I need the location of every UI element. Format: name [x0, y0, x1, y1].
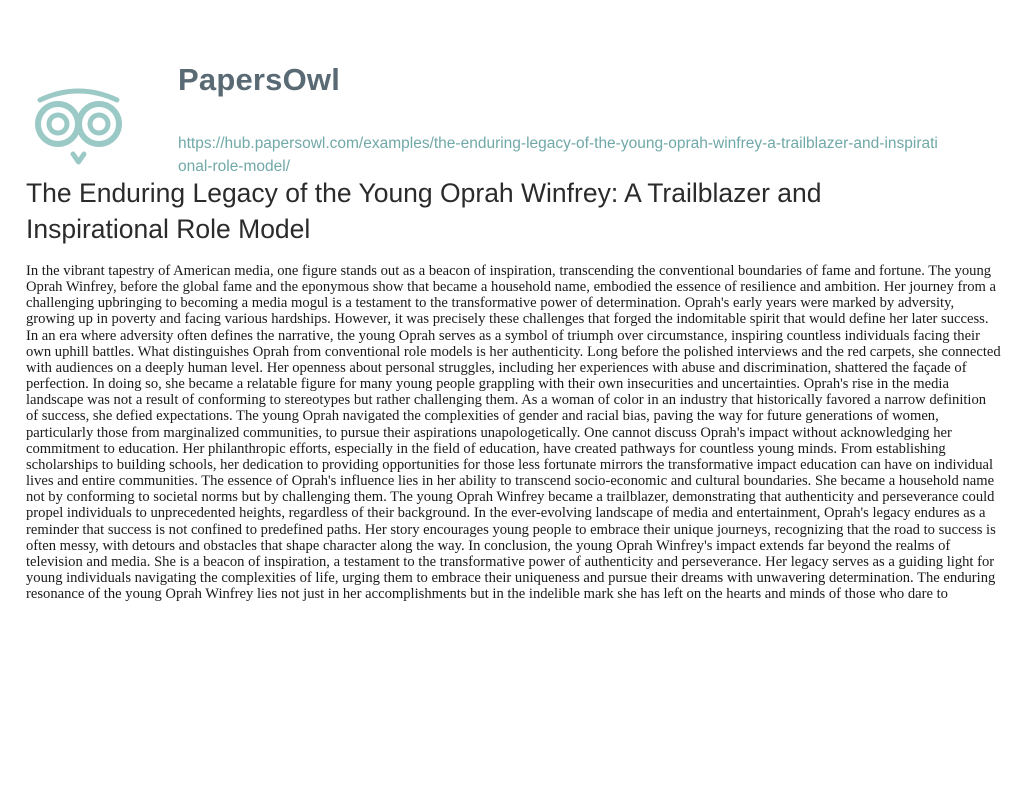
site-header	[26, 28, 1006, 175]
brand-name: PapersOwl	[178, 62, 341, 97]
article-body: In the vibrant tapestry of American media, one figure stands out as a beacon of inspiration, transcending the conventional boundaries of fame and fortune. The young Oprah Winfrey, before the global fame and the eponymous show that became a household name, embodied the essence of resilience and ambition. Her journey from a challenging upbringing to becoming a media mogul is a testament to the transformative power of determination. Oprah's early years were marked by adversity, growing up in poverty and facing various hardships. However, it was precisely these challenges that forged the indomitable spirit that would define her later success. In an era where adversity often defines the narrative, the young Oprah serves as a symbol of triumph over circumstance, inspiring countless individuals facing their own uphill battles. What distinguishes Oprah from conventional role models is her authenticity. Long before the polished interviews and the red carpets, she connected with audiences on a deeply human level. Her openness about personal struggles, including her experiences with abuse and discrimination, shattered the façade of perfection. In doing so, she became a relatable figure for many young people grappling with their own insecurities and uncertainties. Oprah's rise in the media landscape was not a result of conforming to stereotypes but rather challenging them. As a woman of color in an industry that historically favored a narrow definition of success, she defied expectations. The young Oprah navigated the complexities of gender and racial bias, paving the way for future generations of women, particularly those from marginalized communities, to pursue their aspirations unapologetically. One cannot discuss Oprah's impact without acknowledging her commitment to education. Her philanthropic efforts, especially in the field of education, have created pathways for countless young minds. From establishing scholarships to building schools, her dedication to providing opportunities for those less fortunate mirrors the transformative impact education can have on individual lives and entire communities. The essence of Oprah's influence lies in her ability to transcend socio-economic and cultural boundaries. She became a household name not by conforming to societal norms but by challenging them. The young Oprah Winfrey became a trailblazer, demonstrating that authenticity and perseverance could propel individuals to unprecedented heights, regardless of their background. In the ever-evolving landscape of media and entertainment, Oprah's legacy endures as a reminder that success is not confined to predefined paths. Her story encourages young people to embrace their unique journeys, recognizing that the road to success is often messy, with detours and obstacles that shape character along the way. In conclusion, the young Oprah Winfrey's impact extends far beyond the realms of television and media. She is a beacon of inspiration, a testament to the transformative power of authenticity and perseverance. Her legacy serves as a guiding light for young individuals navigating the complexities of life, urging them to embrace their uniqueness and pursue their dreams with unwavering determination. The enduring resonance of the young Oprah Winfrey lies not just in her accomplishments but in the indelible mark she has left on the hearts and minds of those who dare to	[26, 263, 1001, 603]
article-title: The Enduring Legacy of the Young Oprah Winfrey: A Trailblazer and Inspirational Role Model	[26, 178, 822, 244]
source-url-link[interactable]: https://hub.papersowl.com/examples/the-enduring-legacy-of-the-young-oprah-winfrey-a-trailblazer-and-inspirational-role-model/	[178, 135, 938, 175]
owl-eyes-logo-icon	[26, 62, 131, 167]
